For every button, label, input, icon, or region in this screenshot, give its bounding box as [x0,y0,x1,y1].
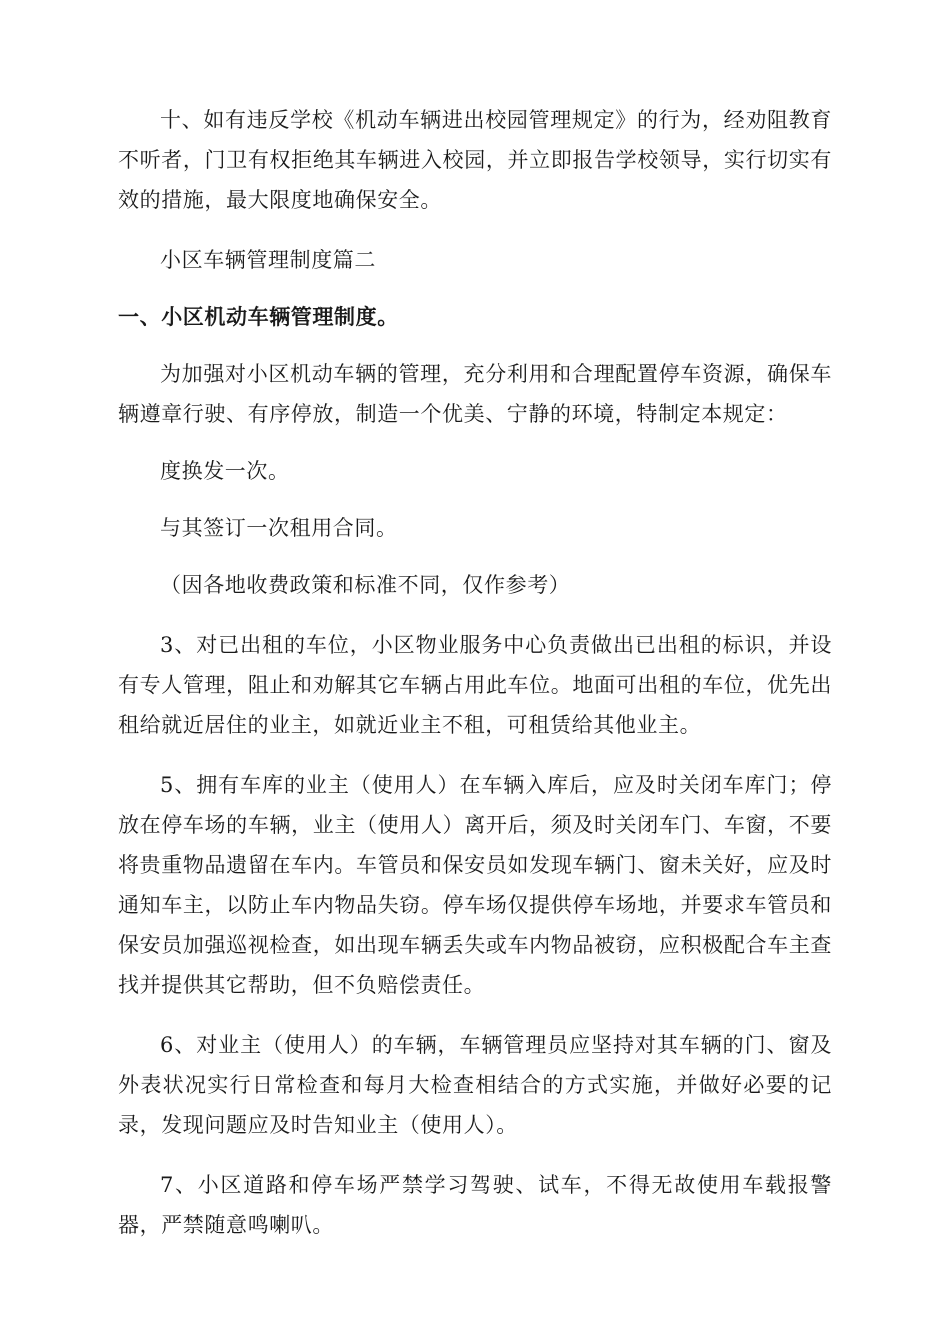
paragraph-item-3: 3、对已出租的车位，小区物业服务中心负责做出已出租的标识，并设有专人管理，阻止和劝解其它车辆占用此车位。地面可出租的车位，优先出租给就近居住的业主，如就近业主不租，可租赁给其他业主。 [118,633,832,737]
section-heading: 一、小区机动车辆管理制度。 [118,304,399,329]
paragraph-item-5: 5、拥有车库的业主（使用人）在车辆入库后，应及时关闭车库门；停放在停车场的车辆，业主（使用人）离开后，须及时关闭车门、车窗，不要将贵重物品遗留在车内。车管员和保安员如发现车辆门、窗未关好，应及时通知车主，以防止车内物品失窃。停车场仅提供停车场地，并要求车管员和保安员加强巡视检查，如出现车辆丢失或车内物品被窃，应积极配合车主查找并提供其它帮助，但不负赔偿责任。 [118,773,832,997]
paragraph-intro: 为加强对小区机动车辆的管理，充分利用和合理配置停车资源，确保车辆遵章行驶、有序停放，制造一个优美、宁静的环境，特制定本规定： [118,362,832,426]
document-page [118,100,832,1245]
paragraph-item-6: 6、对业主（使用人）的车辆，车辆管理员应坚持对其车辆的门、窗及外表状况实行日常检查和每月大检查相结合的方式实施，并做好必要的记录，发现问题应及时告知业主（使用人）。 [118,1033,832,1137]
paragraph-rule-ten: 十、如有违反学校《机动车辆进出校园管理规定》的行为，经劝阻教育不听者，门卫有权拒绝其车辆进入校园，并立即报告学校领导，实行切实有效的措施，最大限度地确保安全。 [118,108,832,212]
section-title: 小区车辆管理制度篇二 [160,248,376,272]
paragraph-fragment-1: 度换发一次。 [160,459,290,483]
paragraph-note: （因各地收费政策和标准不同，仅作参考） [160,573,571,597]
paragraph-item-7: 7、小区道路和停车场严禁学习驾驶、试车，不得无故使用车载报警器，严禁随意鸣喇叭。 [118,1173,832,1237]
paragraph-fragment-2: 与其签订一次租用合同。 [160,516,398,540]
